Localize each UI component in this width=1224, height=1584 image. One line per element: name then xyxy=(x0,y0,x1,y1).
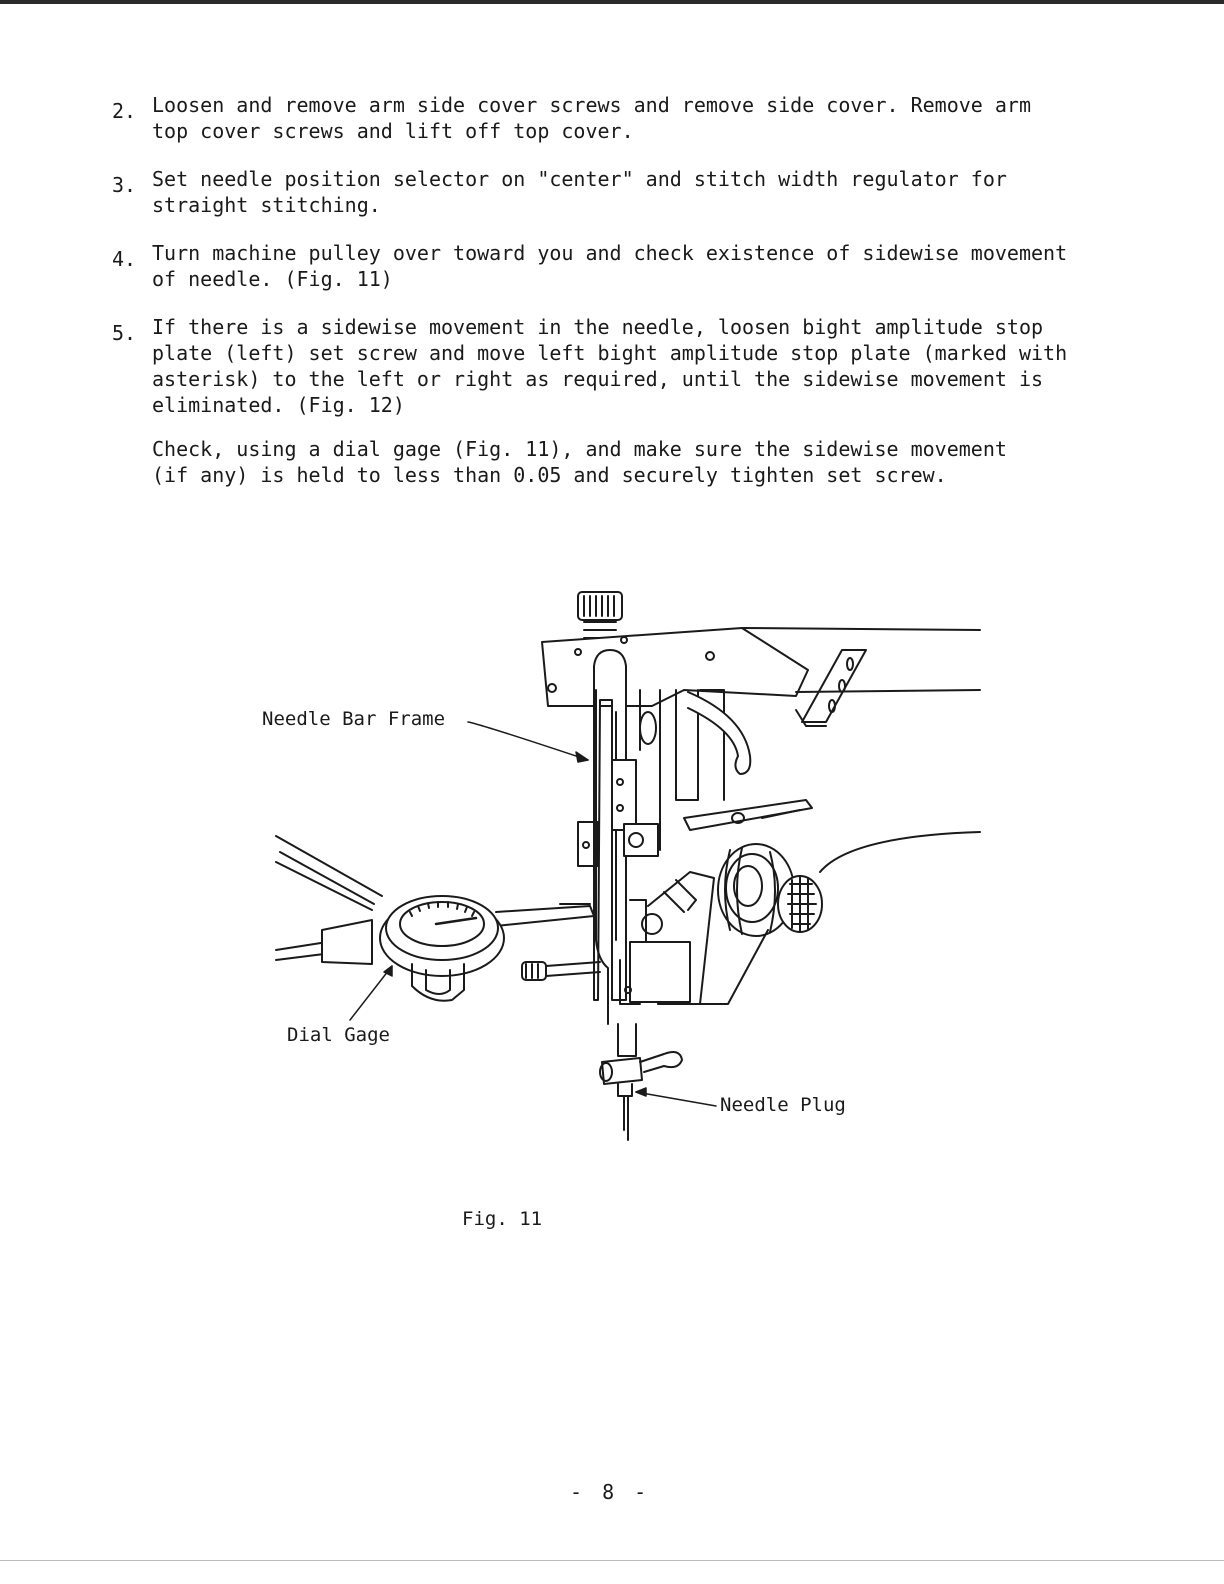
page-number: - 8 - xyxy=(570,1480,651,1504)
link-bar xyxy=(684,800,812,830)
dial-gage-label: Dial Gage xyxy=(287,1024,390,1046)
needle-bar-frame-label: Needle Bar Frame xyxy=(262,708,446,730)
paragraph-line: (if any) is held to less than 0.05 and securely tighten set screw. xyxy=(152,463,947,487)
needle-clamp xyxy=(600,1024,682,1140)
slotted-lever xyxy=(796,650,866,726)
step-number: 3. xyxy=(112,173,137,197)
step-line: plate (left) set screw and move left bight amplitude stop plate (marked with xyxy=(152,341,1068,365)
paragraph-line: Check, using a dial gage (Fig. 11), and make sure the sidewise movement xyxy=(152,437,1007,461)
step-number: 4. xyxy=(112,247,137,271)
step-number: 5. xyxy=(112,321,137,345)
step-line: Loosen and remove arm side cover screws and remove side cover. Remove arm xyxy=(152,93,1031,117)
step-line: top cover screws and lift off top cover. xyxy=(152,119,634,143)
figure-caption: Fig. 11 xyxy=(462,1208,543,1230)
step-line: eliminated. (Fig. 12) xyxy=(152,393,405,417)
step-line: Turn machine pulley over toward you and check existence of sidewise movement xyxy=(152,241,1068,265)
step-line: of needle. (Fig. 11) xyxy=(152,267,393,291)
step-line: Set needle position selector on "center" and stitch width regulator for xyxy=(152,167,1007,191)
step-line: straight stitching. xyxy=(152,193,381,217)
side-rod xyxy=(522,962,600,980)
step-line: If there is a sidewise movement in the needle, loosen bight amplitude stop xyxy=(152,315,1044,339)
step-line: asterisk) to the left or right as required, until the sidewise movement is xyxy=(152,367,1044,391)
needle-plug-label: Needle Plug xyxy=(720,1094,846,1116)
step-number: 2. xyxy=(112,99,137,123)
tension-assembly xyxy=(718,832,980,936)
bottom-rule xyxy=(0,1560,1224,1561)
